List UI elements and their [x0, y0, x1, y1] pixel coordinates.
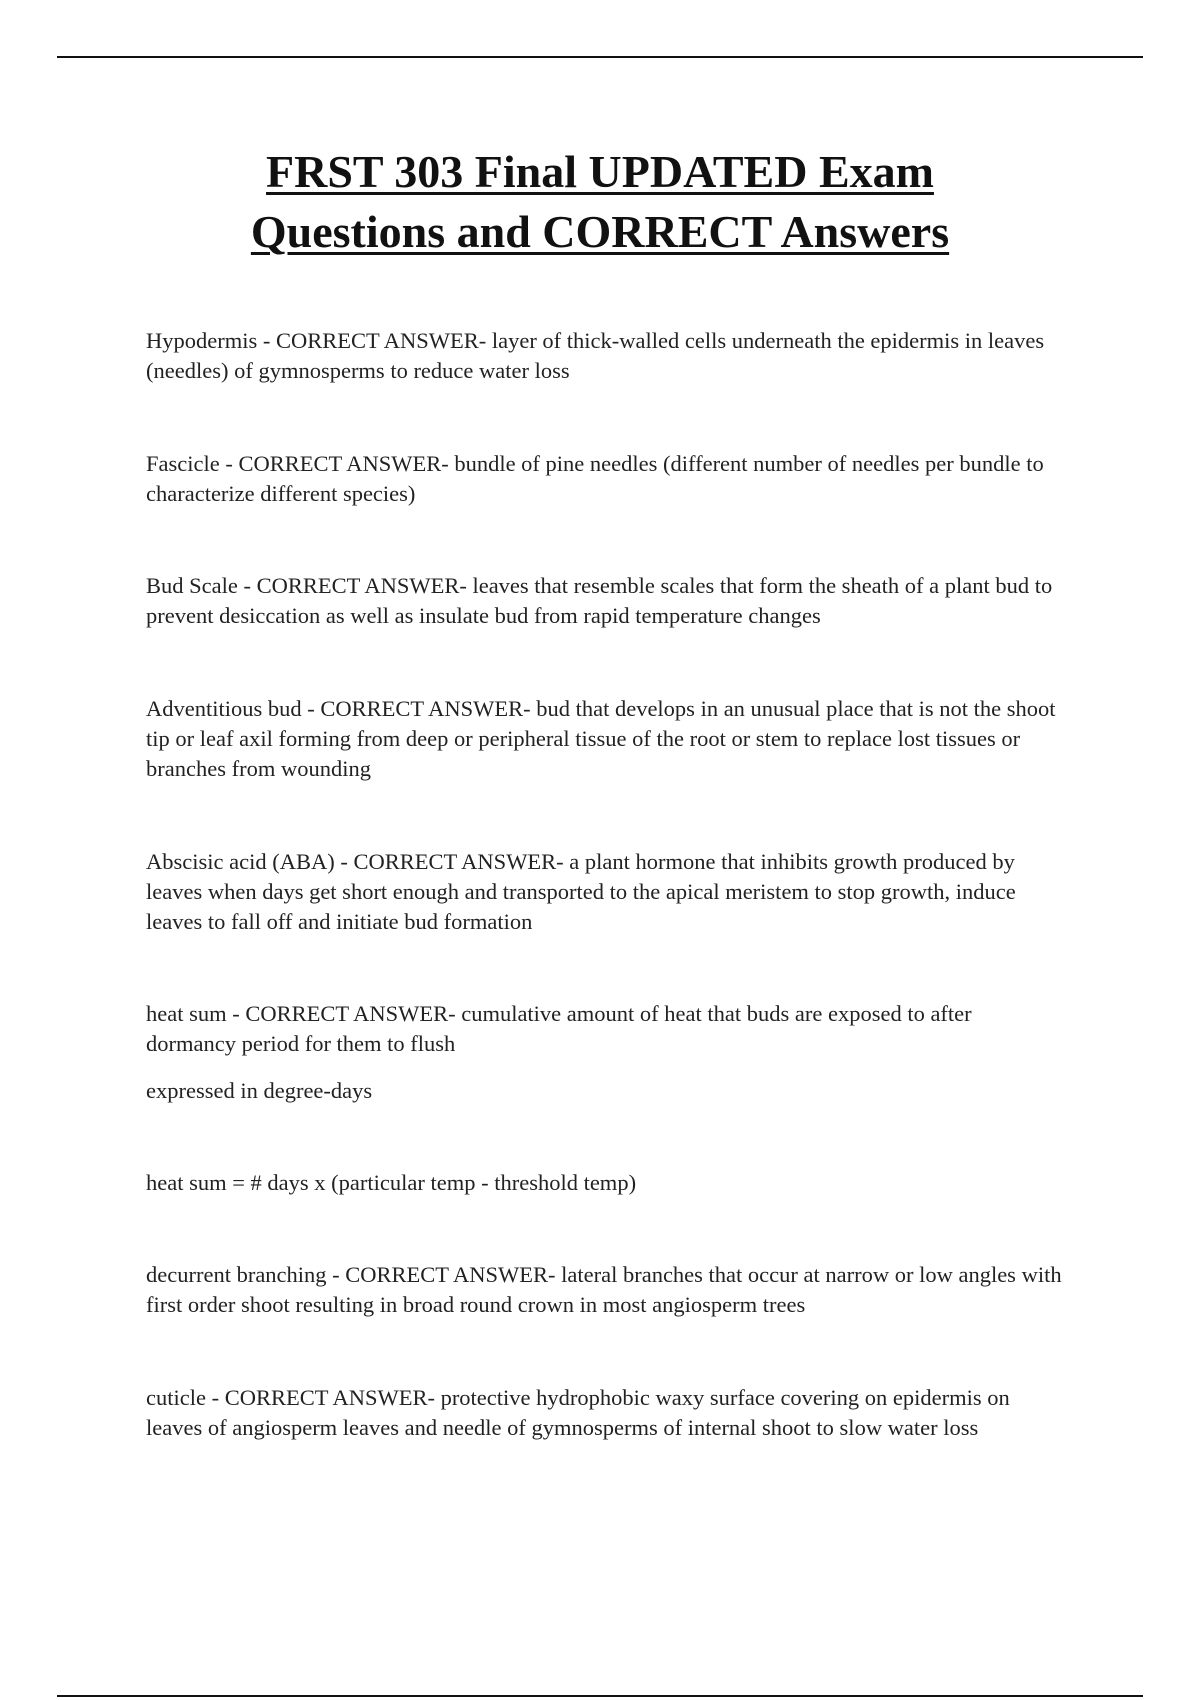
qa-abscisic-acid: Abscisic acid (ABA) - CORRECT ANSWER- a plant hormone that inhibits growth produced by leaves when days get short enough and transported to the apical meristem to stop growth, induce leaves to fall off and initiate bud formation — [146, 849, 1016, 934]
qa-cuticle: cuticle - CORRECT ANSWER- protective hydrophobic waxy surface covering on epidermis on leaves of angiosperm leaves and needle of gymnosperms of internal shoot to slow water loss — [146, 1385, 1010, 1440]
qa-hypodermis: Hypodermis - CORRECT ANSWER- layer of thick-walled cells underneath the epidermis in leaves (needles) of gymnosperms to reduce water loss — [146, 328, 1045, 383]
qa-heat-sum-formula: heat sum = # days x (particular temp - threshold temp) — [146, 1170, 637, 1195]
qa-bud-scale: Bud Scale - CORRECT ANSWER- leaves that resemble scales that form the sheath of a plant bud to prevent desiccation as well as insulate bud from rapid temperature changes — [146, 573, 1053, 628]
qa-fascicle: Fascicle - CORRECT ANSWER- bundle of pine needles (different number of needles per bundle to characterize different species) — [146, 451, 1044, 506]
top-rule — [57, 56, 1143, 58]
qa-heat-sum: heat sum - CORRECT ANSWER- cumulative amount of heat that buds are exposed to after dormancy period for them to flush — [146, 1001, 972, 1056]
bottom-rule — [57, 1695, 1143, 1697]
document-title — [0, 142, 1200, 262]
qa-heat-sum-note: expressed in degree-days — [146, 1078, 373, 1103]
qa-decurrent-branching: decurrent branching - CORRECT ANSWER- lateral branches that occur at narrow or low angles with first order shoot resulting in broad round crown in most angiosperm trees — [146, 1262, 1062, 1317]
title-line-1: FRST 303 Final UPDATED Exam — [266, 146, 934, 197]
title-line-2: Questions and CORRECT Answers — [250, 206, 950, 257]
qa-adventitious-bud: Adventitious bud - CORRECT ANSWER- bud that develops in an unusual place that is not the shoot tip or leaf axil forming from deep or peripheral tissue of the root or stem to replace lost tissues or branches from wounding — [146, 696, 1056, 781]
